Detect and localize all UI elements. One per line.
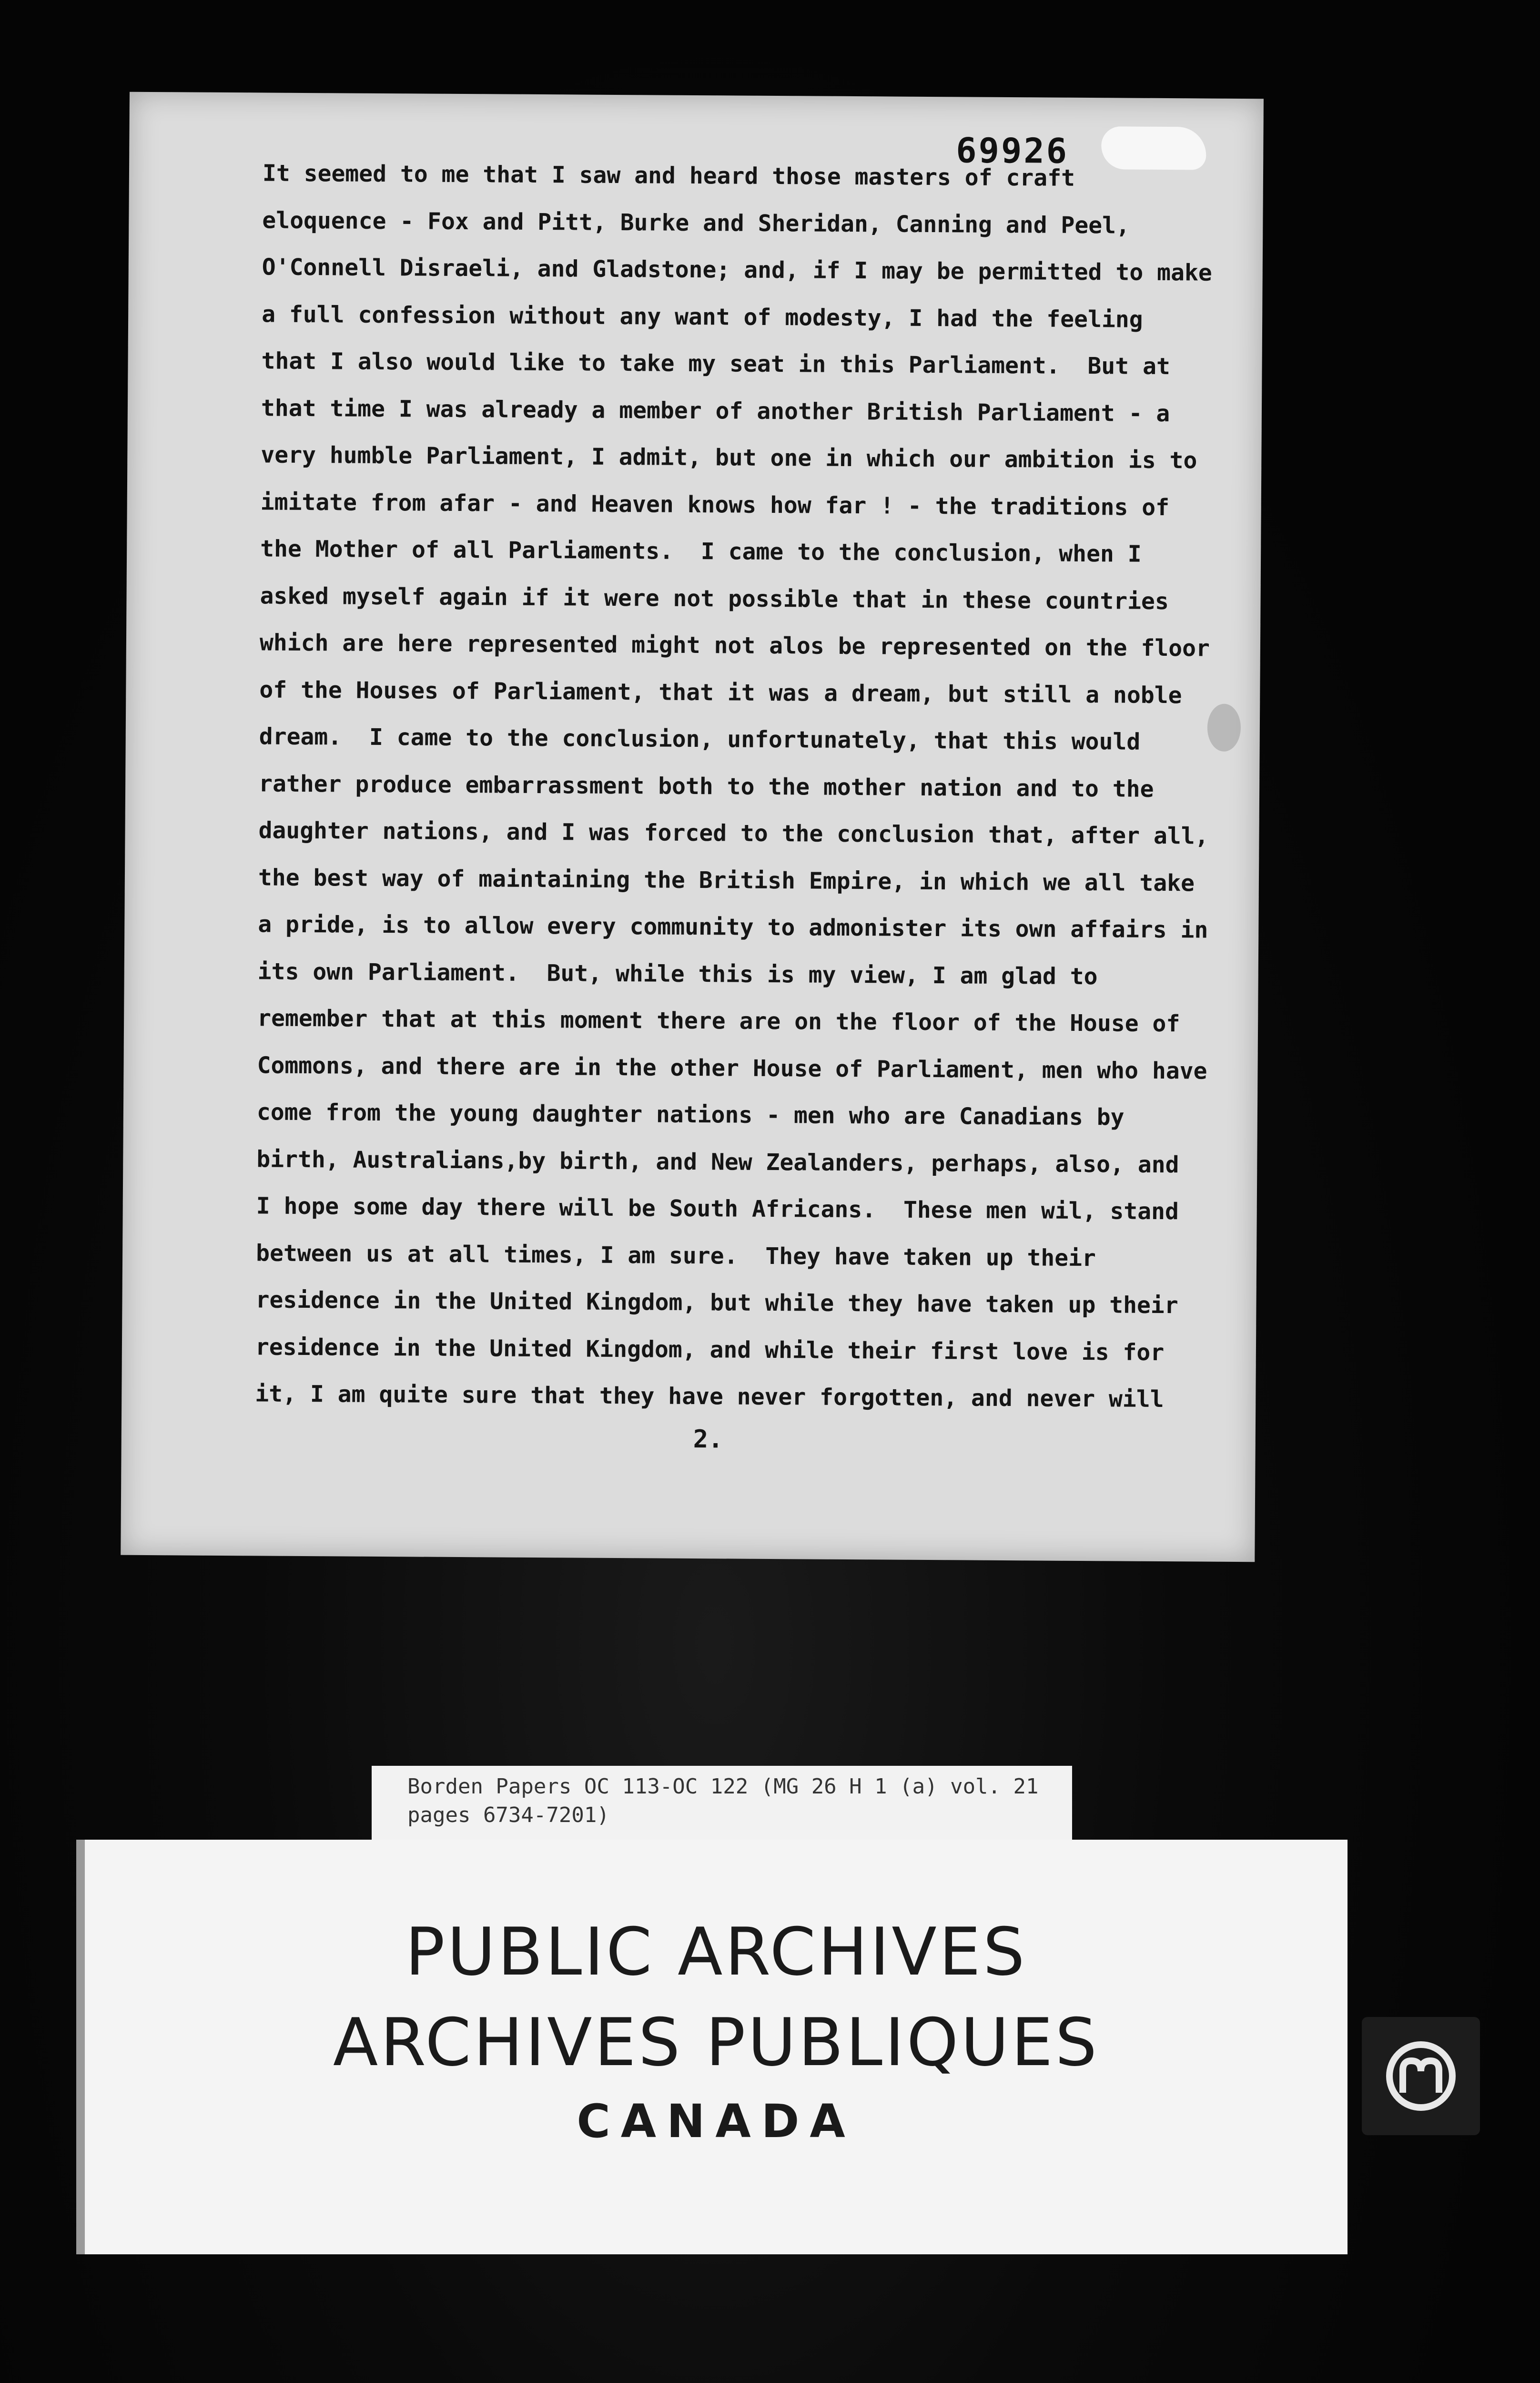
archives-canada-logo-icon: [1362, 2017, 1480, 2135]
stamp-title-en: PUBLIC ARCHIVES: [405, 1914, 1027, 1990]
text-line: which are here represented might not alos be represented on the floor: [259, 629, 1210, 662]
text-line: come from the young daughter nations - men who are Canadians by: [256, 1099, 1125, 1131]
reference-text: Borden Papers OC 113-OC 122 (MG 26 H 1 (a) vol. 21 pages 6734-7201): [407, 1774, 1039, 1827]
text-line: daughter nations, and I was forced to the conclusion that, after all,: [258, 817, 1209, 850]
page-number: 69926: [956, 130, 1069, 171]
text-line: O'Connell Disraeli, and Gladstone; and, if I may be permitted to make: [262, 254, 1212, 286]
text-line: residence in the United Kingdom, and while their first love is for: [255, 1333, 1165, 1366]
archives-stamp-card: [76, 1840, 1348, 2254]
text-line: It seemed to me that I saw and heard those masters of craft: [262, 160, 1075, 192]
text-line: eloquence - Fox and Pitt, Burke and Sheridan, Canning and Peel,: [262, 206, 1130, 239]
logo-glyph: [1378, 2033, 1464, 2119]
text-line: that I also would like to take my seat in this Parliament. But at: [261, 347, 1171, 380]
text-line: asked myself again if it were not possible that in these countries: [260, 582, 1169, 615]
text-line: birth, Australians,by birth, and New Zealanders, perhaps, also, and: [256, 1145, 1179, 1178]
text-line: remember that at this moment there are on the floor of the House of: [257, 1005, 1180, 1038]
text-line: of the Houses of Parliament, that it was a dream, but still a noble: [259, 676, 1182, 709]
text-line: a full confession without any want of modesty, I had the feeling: [262, 300, 1143, 333]
text-line: very humble Parliament, I admit, but one in which our ambition is to: [261, 441, 1197, 474]
text-line: between us at all times, I am sure. They have taken up their: [255, 1239, 1096, 1272]
text-line: residence in the United Kingdom, but while they have taken up their: [255, 1286, 1178, 1319]
text-line: I hope some day there will be South Africans. These men wil, stand: [256, 1192, 1179, 1225]
text-line: Commons, and there are in the other House of Parliament, men who have: [257, 1051, 1207, 1085]
text-line: a pride, is to allow every community to admonister its own affairs in: [258, 911, 1208, 944]
text-line: it, I am quite sure that they have never forgotten, and never will: [255, 1380, 1164, 1413]
text-line: its own Parliament. But, while this is my view, I am glad to: [257, 957, 1098, 990]
document-page: [121, 92, 1264, 1562]
stamp-title-fr: ARCHIVES PUBLIQUES: [333, 2004, 1100, 2081]
text-line: imitate from afar - and Heaven knows how far ! - the traditions of: [260, 488, 1170, 521]
typed-body-text: [255, 150, 1263, 1423]
text-line: rather produce embarrassment both to the mother nation and to the: [258, 770, 1154, 803]
text-line: the best way of maintaining the British Empire, in which we all take: [258, 864, 1195, 896]
page-footer-number: 2.: [693, 1425, 723, 1454]
text-line: the Mother of all Parliaments. I came to the conclusion, when I: [260, 535, 1142, 568]
reference-label: [372, 1766, 1072, 1842]
stamp-country: CANADA: [577, 2095, 856, 2148]
text-line: dream. I came to the conclusion, unfortunately, that this would: [259, 723, 1141, 755]
text-line: that time I was already a member of another British Parliament - a: [261, 394, 1170, 427]
